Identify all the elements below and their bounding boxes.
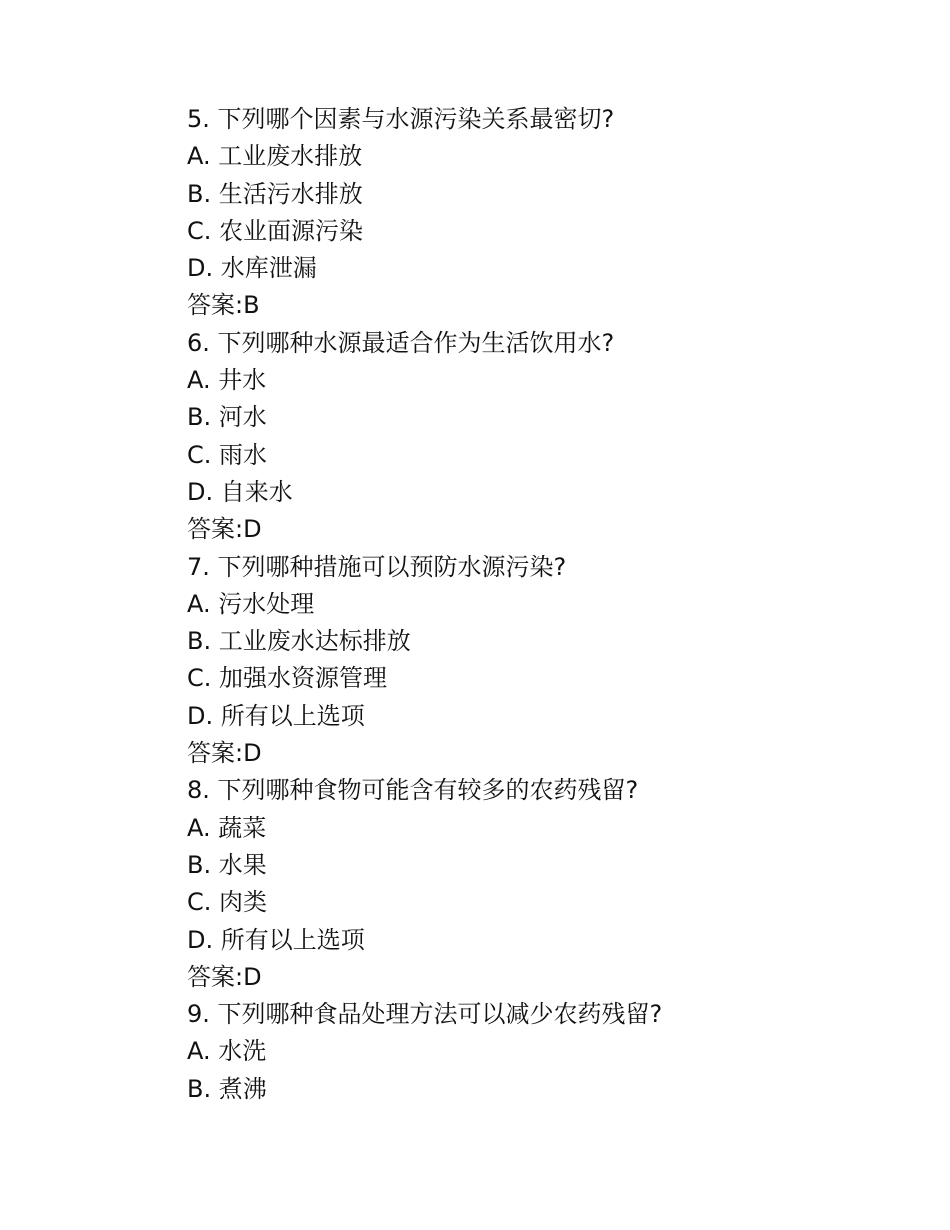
option-text: B. 河水 xyxy=(187,403,267,432)
question-text: 8. 下列哪种食物可能含有较多的农药残留? xyxy=(187,776,639,805)
option-text: D. 所有以上选项 xyxy=(187,701,365,730)
option-text: C. 肉类 xyxy=(187,888,268,917)
question-text: 7. 下列哪种措施可以预防水源污染? xyxy=(187,552,567,581)
option-text: C. 雨水 xyxy=(187,440,268,469)
option-text: A. 井水 xyxy=(187,366,267,395)
option-text: A. 工业废水排放 xyxy=(187,142,363,171)
answer-text: 答案:D xyxy=(187,962,262,991)
option-text: B. 水果 xyxy=(187,850,267,879)
question-text: 9. 下列哪种食品处理方法可以减少农药残留? xyxy=(187,1000,663,1029)
option-text: C. 加强水资源管理 xyxy=(187,664,388,693)
answer-text: 答案:B xyxy=(187,291,260,320)
option-text: B. 工业废水达标排放 xyxy=(187,627,411,656)
option-text: B. 生活污水排放 xyxy=(187,179,363,208)
option-text: D. 所有以上选项 xyxy=(187,925,365,954)
option-text: A. 水洗 xyxy=(187,1037,267,1066)
option-text: A. 蔬菜 xyxy=(187,813,267,842)
option-text: C. 农业面源污染 xyxy=(187,216,364,245)
question-text: 5. 下列哪个因素与水源污染关系最密切? xyxy=(187,105,615,133)
answer-text: 答案:D xyxy=(187,739,262,768)
question-text: 6. 下列哪种水源最适合作为生活饮用水? xyxy=(187,328,615,357)
option-text: D. 水库泄漏 xyxy=(187,254,317,283)
option-text: D. 自来水 xyxy=(187,477,293,506)
answer-text: 答案:D xyxy=(187,515,262,544)
question-list xyxy=(187,101,887,1108)
option-text: A. 污水处理 xyxy=(187,589,315,618)
option-text: B. 煮沸 xyxy=(187,1074,267,1103)
